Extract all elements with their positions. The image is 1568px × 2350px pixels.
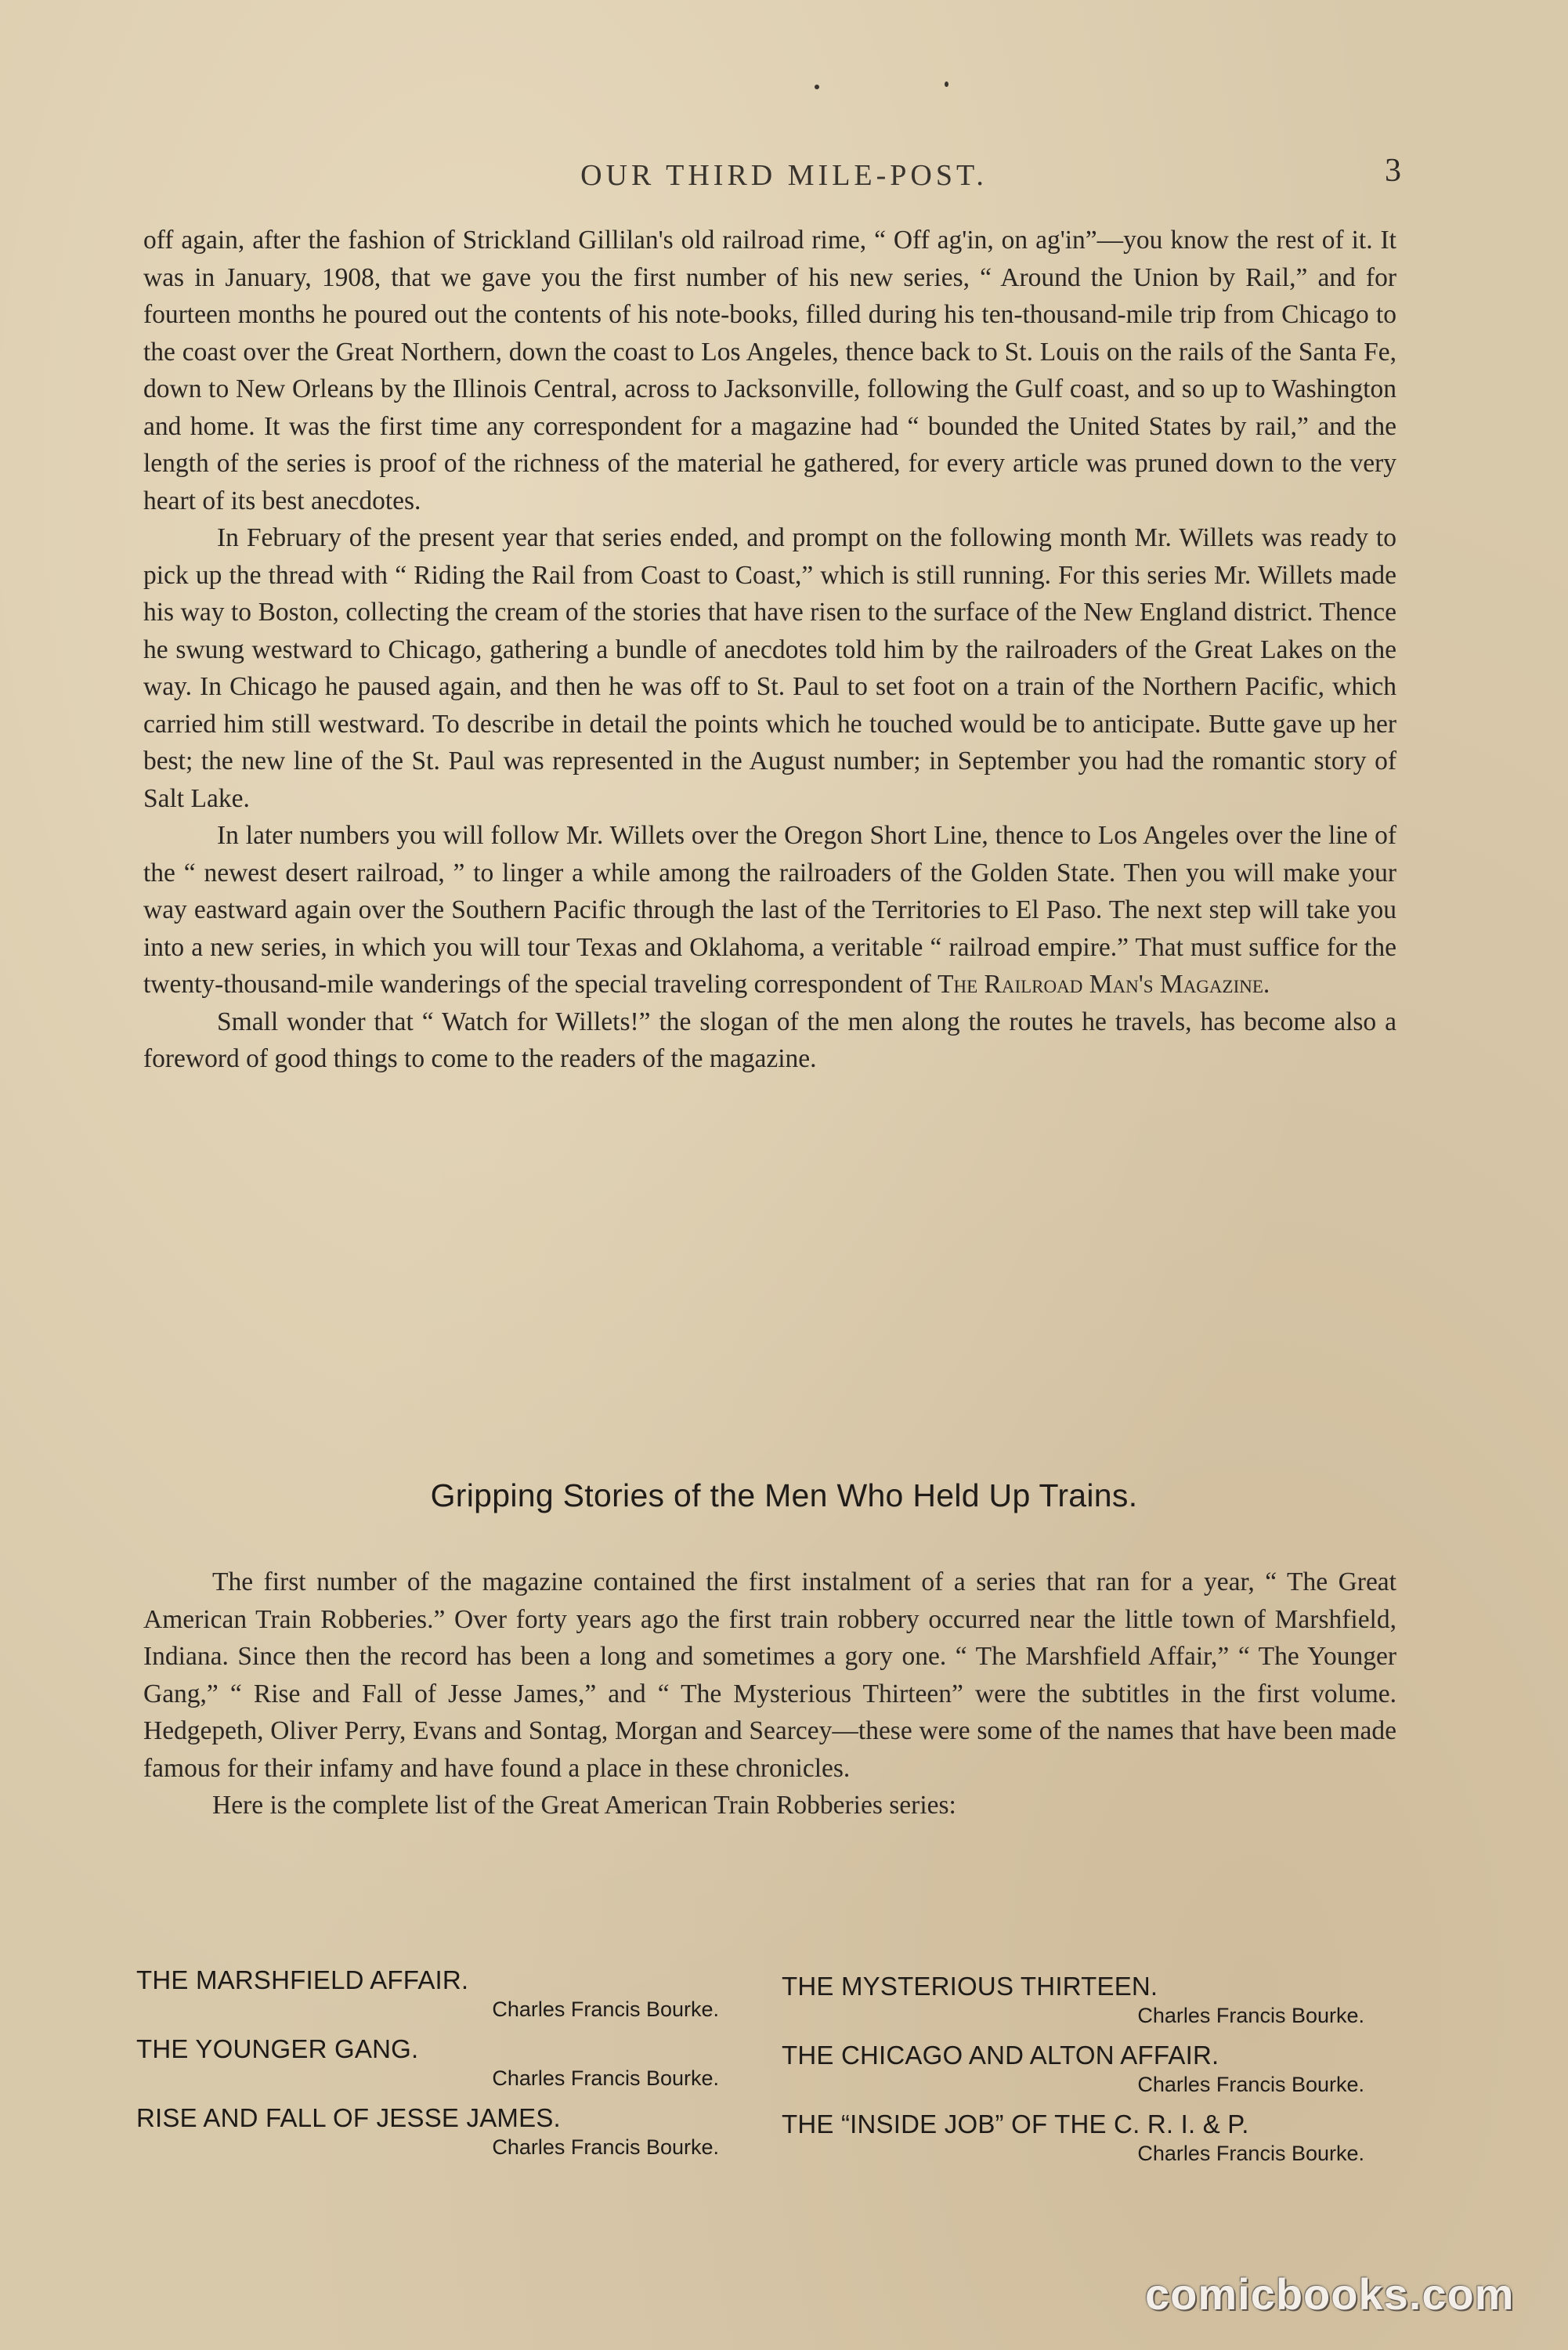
running-head: OUR THIRD MILE-POST. <box>580 159 988 192</box>
list-item <box>782 2109 1393 2167</box>
story-author: Charles Francis Bourke. <box>1137 2142 1364 2165</box>
story-author: Charles Francis Bourke. <box>492 1998 719 2021</box>
paragraph: off again, after the fashion of Strickland Gillilan's old railroad rime, “ Off ag'in, on ag'in”—you know the rest of it. It was in January, 1908, that we gave you the first number of his new series, “ Around the Union by Rail,” and for fourteen months he poured out the contents of his note-books, filled during his ten-thousand-mile trip from Chicago to the coast over the Great Northern, down the coast to Los Angeles, thence back to St. Louis on the rails of the Santa Fe, down to New Orleans by the Illinois Central, across to Jacksonville, following the Gulf coast, and so up to Washington and home. It was the first time any correspondent for a magazine had “ bounded the United States by rail,” and the length of the series is proof of the richness of the material he gathered, for every article was pruned down to the very heart of its best anecdotes. <box>143 226 1396 515</box>
series-list-left <box>136 1965 747 2171</box>
paragraph: The first number of the magazine contained the first instalment of a series that ran for a year, “ The Great American Train Robberies.” Over forty years ago the first train robbery occurred near the little town of Marshfield, Indiana. Since then the record has been a long and sometimes a gory one. “ The Marshfield Affair,” “ The Younger Gang,” “ Rise and Fall of Jesse James,” and “ The Mysterious Thirteen” were the subtitles in the first volume. Hedgepeth, Oliver Perry, Evans and Sontag, Morgan and Searcey—these were some of the names that have been made famous for their infamy and have found a place in these chronicles. <box>143 1567 1396 1783</box>
watermark-logo: comicbooks.com <box>1145 2269 1515 2319</box>
print-speck <box>945 81 948 87</box>
story-title: THE MYSTERIOUS THIRTEEN. <box>782 1972 1158 2001</box>
story-title: THE MARSHFIELD AFFAIR. <box>136 1965 469 1994</box>
paragraph: In February of the present year that series ended, and prompt on the following month Mr. Willets was ready to pick up the thread with “ Riding the Rail from Coast to Coast,” which is still running. For this series Mr. Willets made his way to Boston, collecting the cream of the stories that have risen to the surface of the New England district. Thence he swung westward to Chicago, gathering a bundle of anecdotes told him by the railroaders of the Great Lakes on the way. In Chicago he paused again, and then he was off to St. Paul to set foot on a train of the Northern Pacific, which carried him still westward. To describe in detail the points which he touched would be to anticipate. Butte gave up her best; the new line of the St. Paul was represented in the August number; in September you had the romantic story of Salt Lake. <box>143 523 1396 813</box>
print-speck <box>815 85 819 89</box>
paragraph: Here is the complete list of the Great American Train Robberies series: <box>212 1791 956 1820</box>
page-number: 3 <box>1385 153 1401 189</box>
section-body <box>143 1564 1396 1824</box>
magazine-name: The Railroad Man's Magazine. <box>938 970 1270 999</box>
story-title: THE CHICAGO AND ALTON AFFAIR. <box>782 2041 1219 2070</box>
story-title: RISE AND FALL OF JESSE JAMES. <box>136 2103 561 2132</box>
story-title: THE “INSIDE JOB” OF THE C. R. I. & P. <box>782 2110 1249 2138</box>
series-list-right <box>782 1971 1393 2178</box>
paragraph: Small wonder that “ Watch for Willets!” the slogan of the men along the routes he travels, has become also a foreword of good things to come to the readers of the magazine. <box>143 1007 1396 1073</box>
list-item <box>136 2102 747 2160</box>
story-author: Charles Francis Bourke. <box>492 2066 719 2090</box>
story-title: THE YOUNGER GANG. <box>136 2034 419 2063</box>
list-item <box>782 2040 1393 2098</box>
list-item <box>782 1971 1393 2029</box>
list-item <box>136 1965 747 2023</box>
article-body <box>143 222 1396 1078</box>
paragraph-text: In later numbers you will follow Mr. Willets over the Oregon Short Line, thence to Los Angeles over the line of the “ newest desert railroad, ” to linger a while among the railroaders of the Golden State. Then you will make your way eastward again over the Southern Pacific through the last of the Territories to El Paso. The next step will take you into a new series, in which you will tour Texas and Oklahoma, a veritable “ railroad empire.” That must suffice for the twenty-thousand-mile wanderings of the special traveling correspondent of <box>143 821 1396 999</box>
section-heading: Gripping Stories of the Men Who Held Up Trains. <box>430 1477 1138 1513</box>
list-item <box>136 2034 747 2092</box>
story-author: Charles Francis Bourke. <box>1137 2073 1364 2096</box>
paragraph <box>143 817 1396 1003</box>
story-author: Charles Francis Bourke. <box>492 2135 719 2159</box>
story-author: Charles Francis Bourke. <box>1137 2004 1364 2027</box>
